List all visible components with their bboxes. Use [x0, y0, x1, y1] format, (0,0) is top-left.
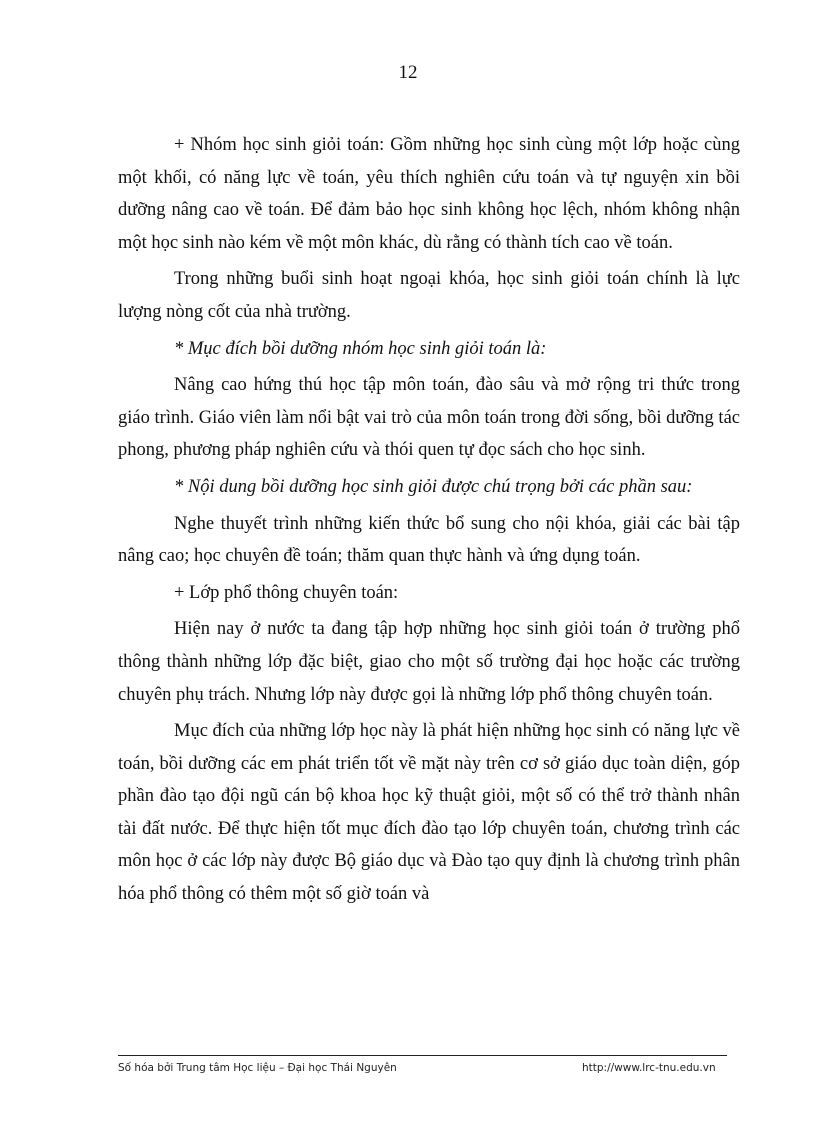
document-body	[118, 129, 740, 915]
footer-url-link[interactable]: http://www.lrc-tnu.edu.vn	[582, 1062, 716, 1074]
heading-muc-dich-boi-duong: * Mục đích bồi dưỡng nhóm học sinh giỏi toán là:	[174, 338, 547, 359]
paragraph-muc-dich-lop-hoc: Mục đích của những lớp học này là phát hiện những học sinh có năng lực về toán, bồi dưỡng các em phát triển tốt về mặt này trên cơ sở giáo dục toàn diện, góp phần đào tạo đội ngũ cán bộ khoa học kỹ thuật giỏi, một số có thể trở thành nhân tài đất nước. Để thực hiện tốt mục đích đào tạo lớp chuyên toán, chương trình các môn học ở các lớp này được Bộ giáo dục và Đào tạo quy định là chương trình phân hóa phổ thông có thêm một số giờ toán và	[118, 721, 740, 905]
footer-divider	[118, 1055, 727, 1056]
paragraph-nhom-hoc-sinh-gioi: + Nhóm học sinh giỏi toán: Gồm những học sinh cùng một lớp hoặc cùng một khối, có năng lực về toán, yêu thích nghiên cứu toán và tự nguyện xin bồi dưỡng nâng cao về toán. Để đảm bảo học sinh không học lệch, nhóm không nhận một học sinh nào kém về một môn khác, dù rằng có thành tích cao về toán.	[118, 135, 740, 253]
paragraph-lop-chuyen-toan: + Lớp phổ thông chuyên toán:	[174, 582, 399, 603]
paragraph-hien-nay: Hiện nay ở nước ta đang tập hợp những học sinh giỏi toán ở trường phổ thông thành những lớp đặc biệt, giao cho một số trường đại học hoặc các trường chuyên phụ trách. Nhưng lớp này được gọi là những lớp phổ thông chuyên toán.	[118, 619, 740, 705]
page-number: 12	[398, 62, 418, 83]
paragraph-nghe-thuyet-trinh: Nghe thuyết trình những kiến thức bổ sung cho nội khóa, giải các bài tập nâng cao; học chuyên đề toán; thăm quan thực hành và ứng dụng toán.	[118, 513, 740, 567]
heading-noi-dung-boi-duong: * Nội dung bồi dưỡng học sinh giỏi được chú trọng bởi các phần sau:	[174, 476, 693, 497]
footer-source-text: Số hóa bởi Trung tâm Học liệu – Đại học Thái Nguyên	[118, 1062, 397, 1074]
paragraph-ngoai-khoa: Trong những buổi sinh hoạt ngoại khóa, học sinh giỏi toán chính là lực lượng nòng cốt của nhà trường.	[118, 269, 740, 322]
paragraph-nang-cao-hung-thu: Nâng cao hứng thú học tập môn toán, đào sâu và mở rộng tri thức trong giáo trình. Giáo viên làm nổi bật vai trò của môn toán trong đời sống, bồi dưỡng tác phong, phương pháp nghiên cứu và thói quen tự đọc sách cho học sinh.	[118, 375, 740, 461]
